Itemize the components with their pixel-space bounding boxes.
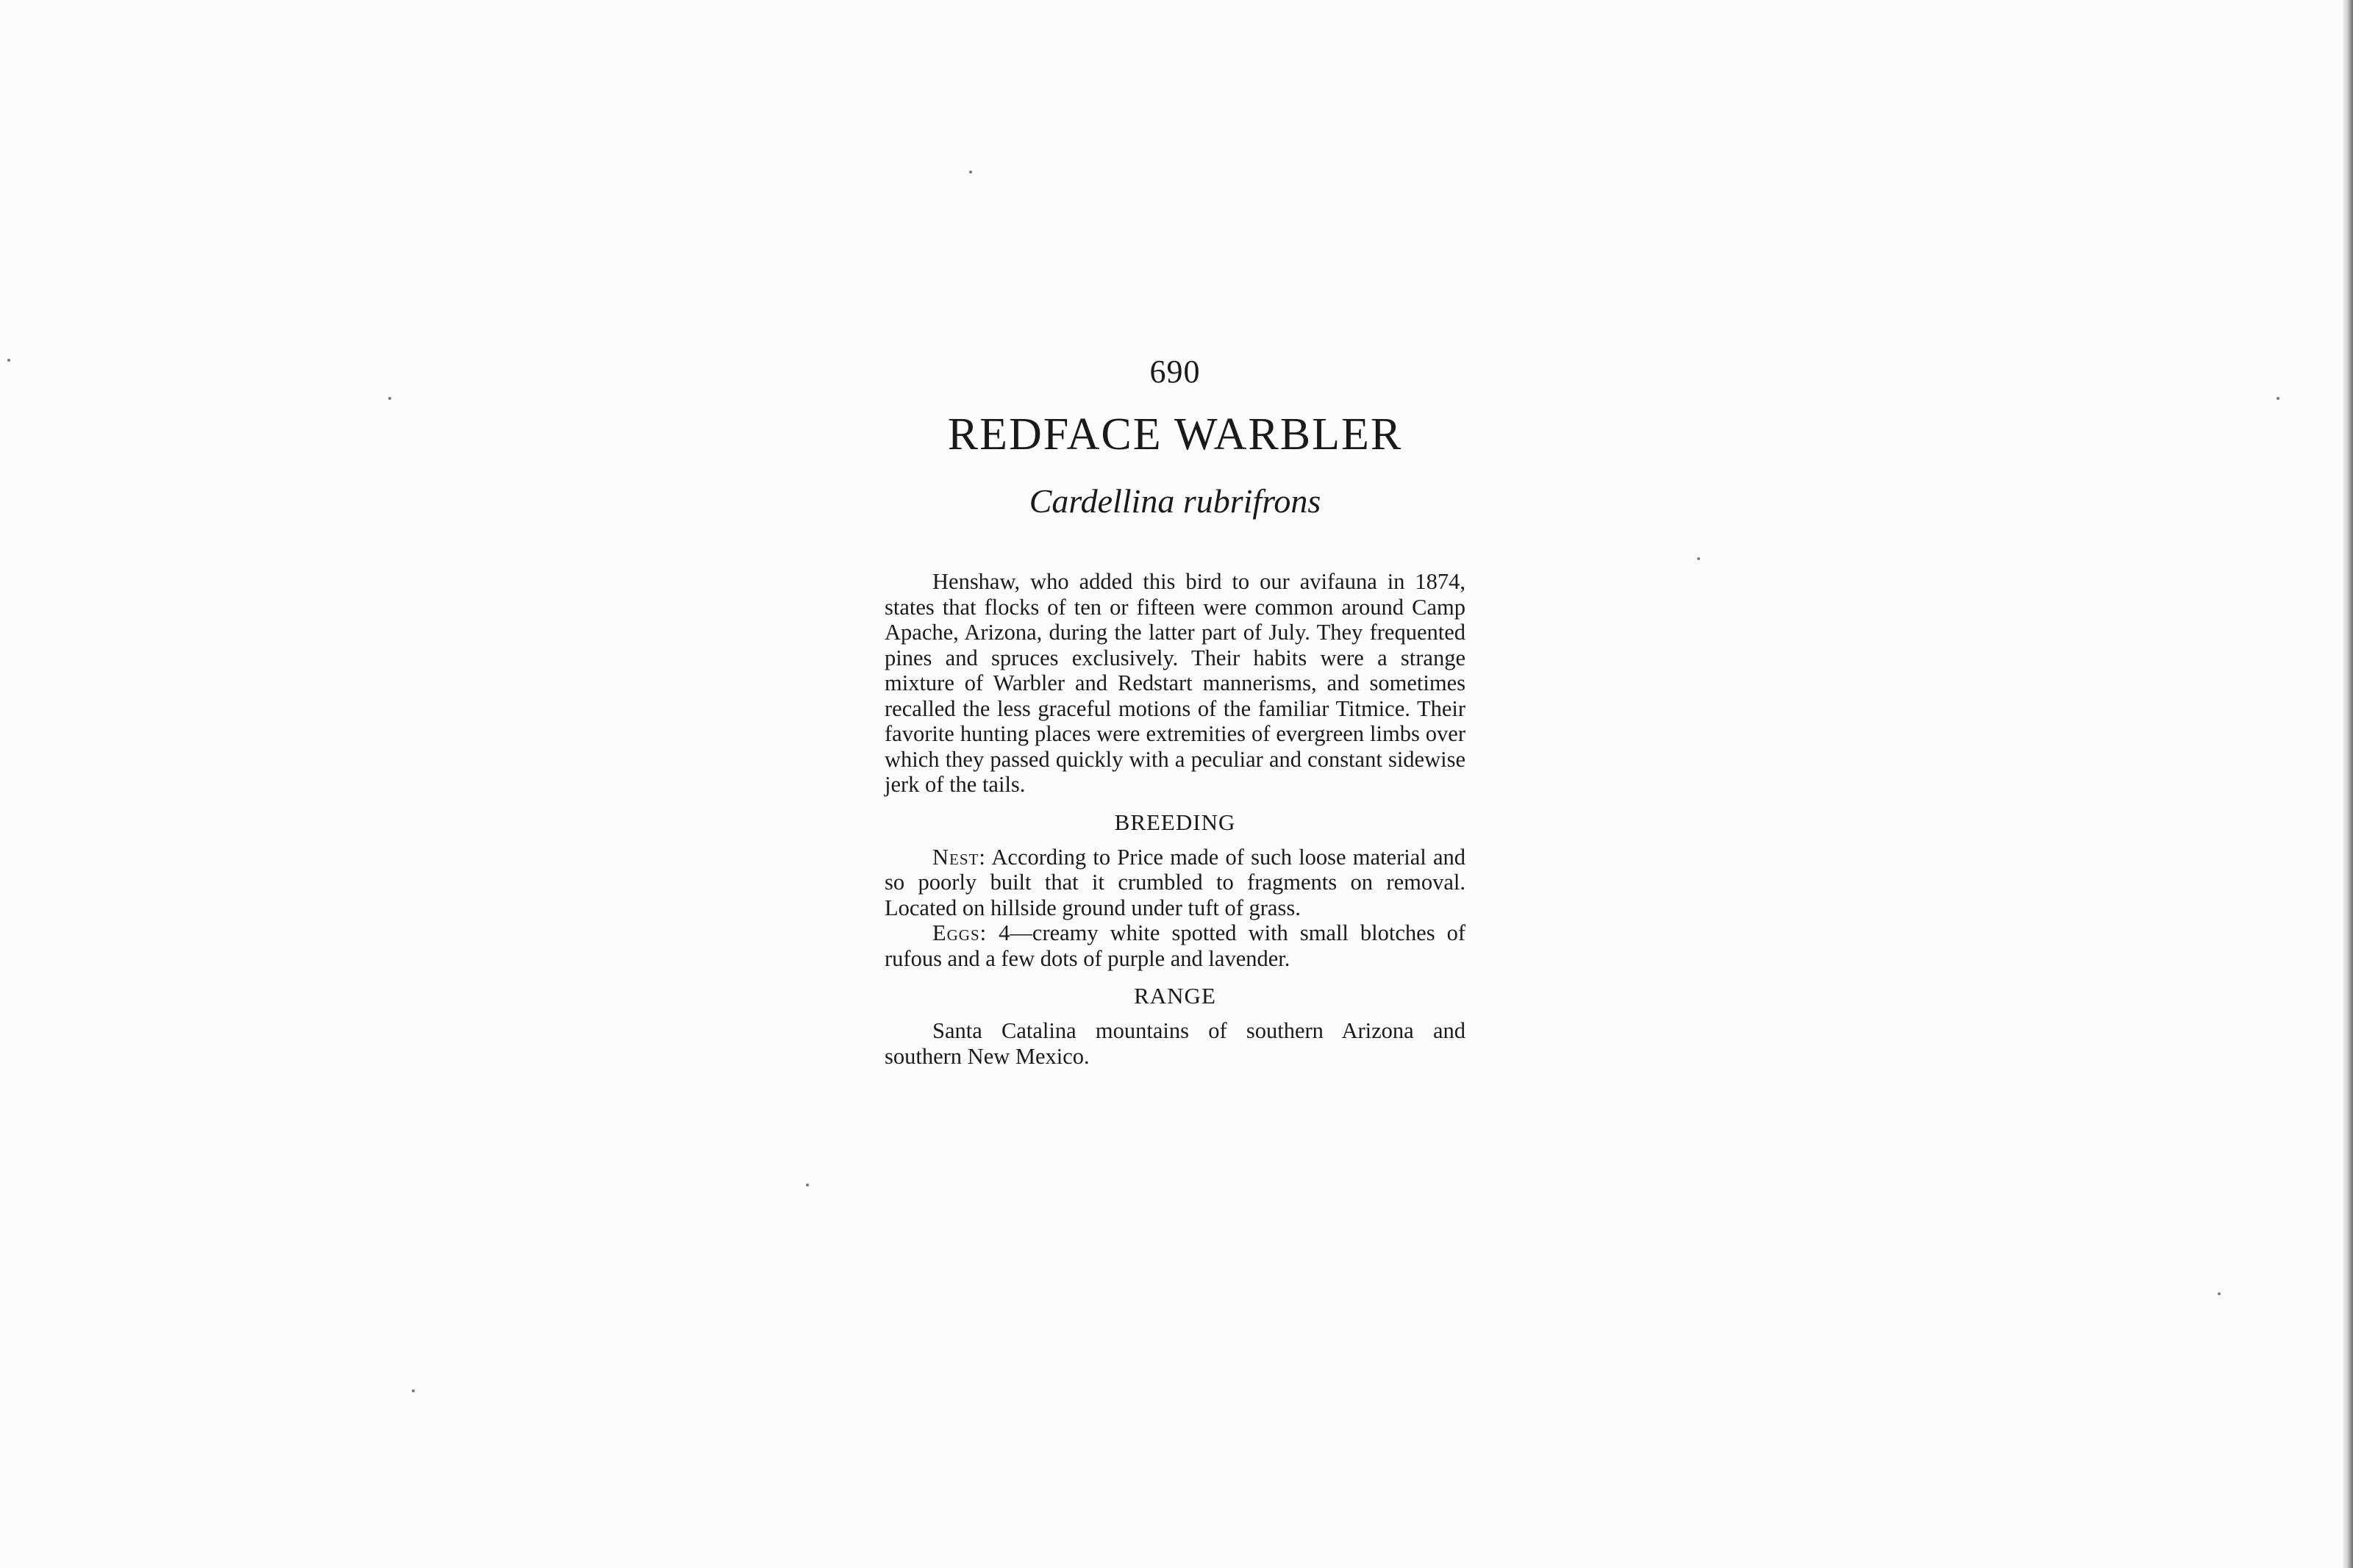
page-edge-shadow [2343, 0, 2353, 1568]
nest-text: According to Price made of such loose material and so poorly built that it crumbled to fragments on removal. Located on hillside ground under tuft of grass. [885, 844, 1465, 920]
species-entry [885, 351, 1465, 1069]
eggs-paragraph [885, 920, 1465, 971]
paper-speck [1697, 557, 1700, 560]
eggs-label: Eggs: [932, 920, 988, 945]
paper-speck [2218, 1292, 2221, 1295]
breeding-heading: BREEDING [1114, 809, 1236, 835]
range-paragraph: Santa Catalina mountains of southern Arizona and southern New Mexico. [885, 1018, 1465, 1069]
paper-speck [7, 359, 10, 362]
species-scientific-name: Cardellina rubrifrons [1029, 482, 1321, 520]
species-number: 690 [1149, 354, 1201, 390]
paper-speck [806, 1184, 809, 1186]
paper-speck [2277, 397, 2279, 400]
paper-speck [388, 397, 391, 400]
nest-label: Nest: [932, 844, 986, 870]
eggs-text: 4—creamy white spotted with small blotches of rufous and a few dots of purple and lavender. [885, 920, 1465, 971]
paper-speck [412, 1389, 415, 1392]
paper-speck [969, 171, 972, 173]
nest-paragraph [885, 845, 1465, 921]
range-heading: RANGE [1134, 983, 1216, 1009]
species-common-name: REDFACE WARBLER [947, 409, 1403, 459]
intro-paragraph: Henshaw, who added this bird to our avifauna in 1874, states that flocks of ten or fifteen were common around Camp Apache, Arizona, during the latter part of July. They frequented pines and spruces exclusively. Their habits were a strange mixture of Warbler and Redstart mannerisms, and sometimes recalled the less graceful motions of the familiar Titmice. Their favorite hunting places were extremities of evergreen limbs over which they passed quickly with a peculiar and constant sidewise jerk of the tails. [885, 569, 1465, 797]
